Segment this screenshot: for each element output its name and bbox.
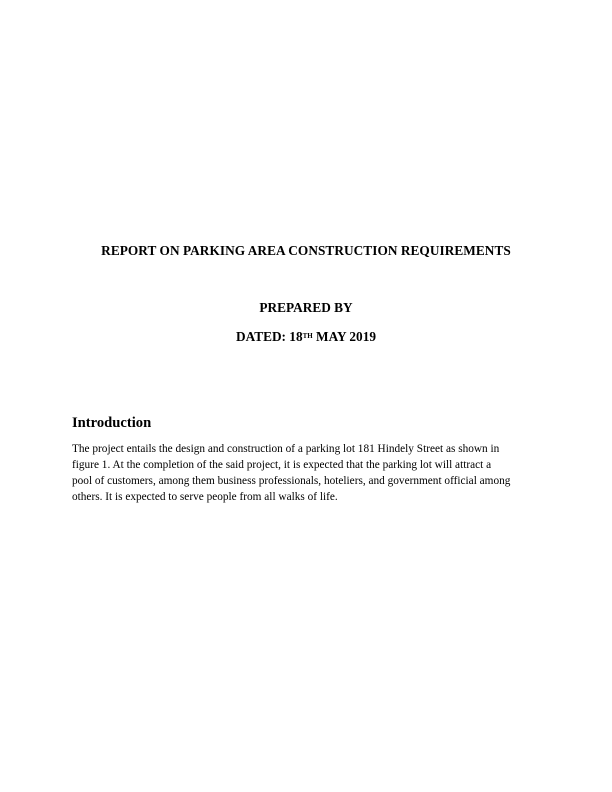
date-prefix: DATED: 18	[235, 329, 303, 344]
paragraph-line: others. It is expected to serve people from all walks of life.	[72, 491, 338, 503]
date-ordinal-suffix: TH	[302, 332, 313, 340]
paragraph-line: pool of customers, among them business professionals, hoteliers, and government official among	[72, 475, 511, 487]
paragraph-line: The project entails the design and construction of a parking lot 181 Hindely Street as shown in	[72, 443, 500, 455]
report-date	[0, 329, 612, 345]
paragraph-line: figure 1. At the completion of the said project, it is expected that the parking lot will attract a	[72, 459, 492, 471]
date-suffix: MAY 2019	[312, 329, 377, 344]
report-title: REPORT ON PARKING AREA CONSTRUCTION REQUIREMENTS	[101, 243, 511, 258]
introduction-heading: Introduction	[72, 415, 152, 431]
prepared-by-label: PREPARED BY	[259, 300, 353, 315]
introduction-paragraph	[72, 441, 544, 505]
